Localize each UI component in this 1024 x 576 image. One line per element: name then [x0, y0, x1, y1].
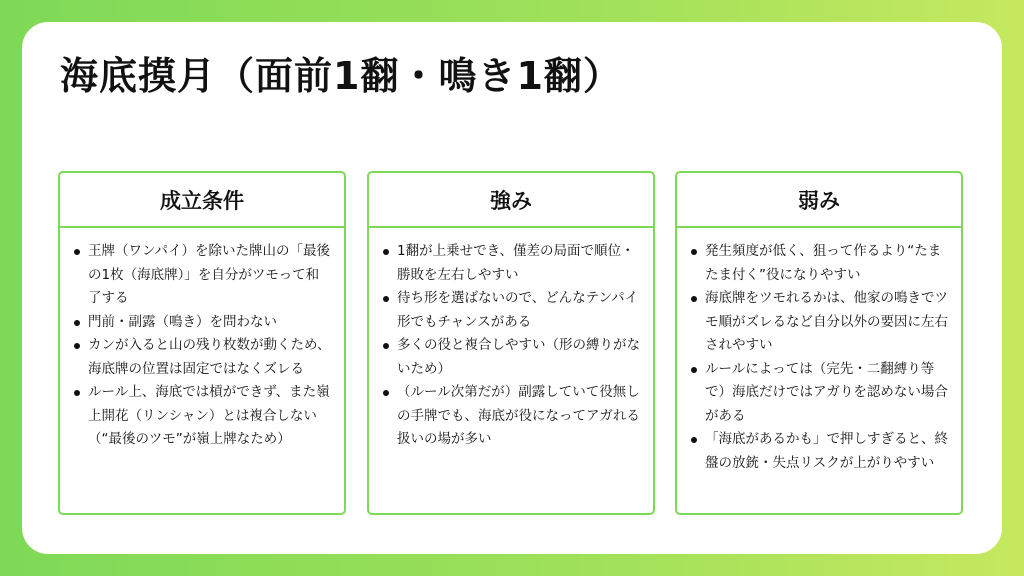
list-item: 待ち形を選ばないので、どんなテンパイ形でもチャンスがある — [379, 287, 641, 334]
strengths-list — [379, 240, 641, 452]
strengths-panel — [367, 171, 655, 515]
list-item: 発生頻度が低く、狙って作るより“たまたま付く”役になりやすい — [687, 240, 949, 287]
slide-card — [22, 22, 1002, 554]
weaknesses-list — [687, 240, 949, 475]
list-item: 海底牌をツモれるかは、他家の鳴きでツモ順がズレるなど自分以外の要因に左右されやすい — [687, 287, 949, 358]
list-item: カンが入ると山の残り枚数が動くため、海底牌の位置は固定ではなくズレる — [70, 334, 332, 381]
list-note: （“最後のツモ”が嶺上牌なため） — [88, 431, 291, 447]
list-item: （ルール次第だが）副露していて役無しの手牌でも、海底が役になってアガれる扱いの場が多い — [379, 381, 641, 452]
conditions-list — [70, 240, 332, 452]
list-item: 王牌（ワンパイ）を除いた牌山の「最後の1枚（海底牌）」を自分がツモって和了する — [70, 240, 332, 311]
list-item: 門前・副露（鳴き）を問わない — [70, 311, 332, 335]
conditions-heading: 成立条件 — [60, 173, 344, 228]
page-title: 海底摸月（面前1翻・鳴き1翻） — [60, 54, 622, 98]
list-item: 1翻が上乗せでき、僅差の局面で順位・勝敗を左右しやすい — [379, 240, 641, 287]
conditions-panel — [58, 171, 346, 515]
list-item: ルールによっては（完先・二翻縛り等で）海底だけではアガりを認めない場合がある — [687, 358, 949, 429]
list-item: 多くの役と複合しやすい（形の縛りがないため） — [379, 334, 641, 381]
strengths-heading: 強み — [369, 173, 653, 228]
weaknesses-heading: 弱み — [677, 173, 961, 228]
list-item: 「海底があるかも」で押しすぎると、終盤の放銃・失点リスクが上がりやすい — [687, 428, 949, 475]
list-item: ルール上、海底では槓ができず、また嶺上開花（リンシャン）とは複合しない — [70, 381, 332, 428]
weaknesses-panel — [675, 171, 963, 515]
